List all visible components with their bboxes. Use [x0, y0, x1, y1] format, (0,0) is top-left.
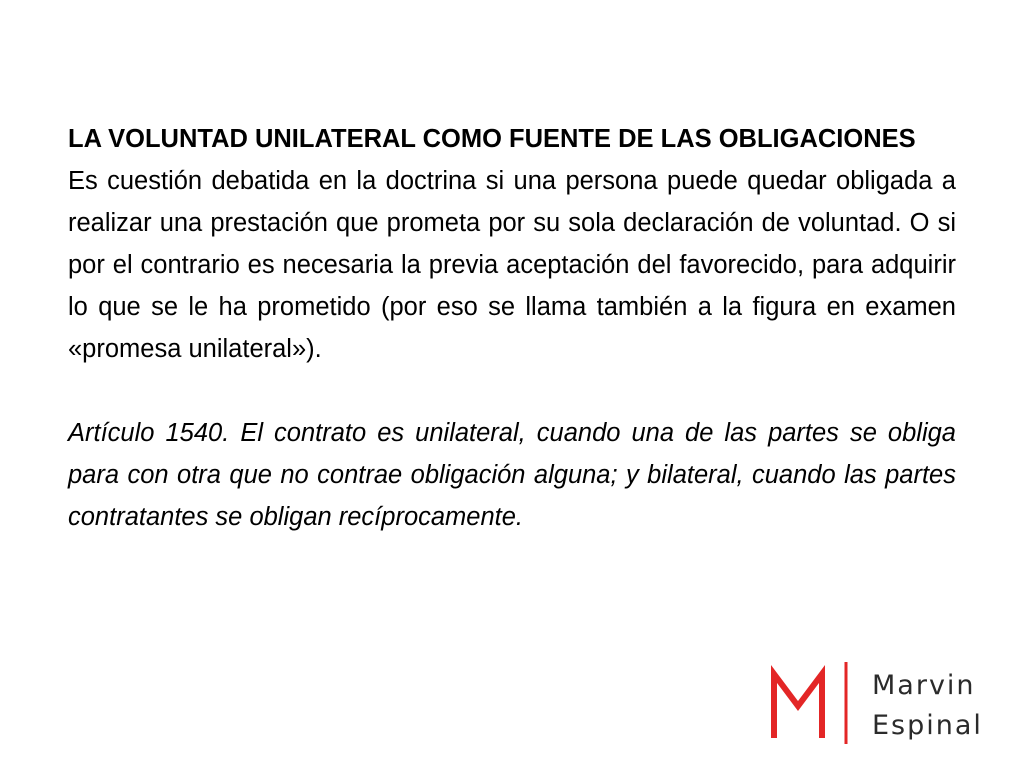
- body-paragraph: Es cuestión debatida en la doctrina si una persona puede quedar obligada a realizar una prestación que prometa por su sola declaración de voluntad. O si por el contrario es necesaria la previa aceptación del favorecido, para adquirir lo que se le ha prometido (por eso se llama también a la figura en examen «promesa unilateral»).: [68, 167, 956, 363]
- logo-first-name: Marvin: [872, 670, 976, 701]
- slide-content: [68, 118, 956, 538]
- paragraph-spacer: [68, 370, 956, 412]
- marvin-espinal-logo: [770, 658, 990, 748]
- m-monogram-icon: [774, 674, 822, 738]
- article-quote: Artículo 1540. El contrato es unilateral, cuando una de las partes se obliga para con otra que no contrae obligación alguna; y bilateral, cuando las partes contratantes se obligan recíprocamente.: [68, 419, 956, 531]
- slide-heading: LA VOLUNTAD UNILATERAL COMO FUENTE DE LAS OBLIGACIONES: [68, 125, 916, 153]
- logo-last-name: Espinal: [872, 710, 983, 741]
